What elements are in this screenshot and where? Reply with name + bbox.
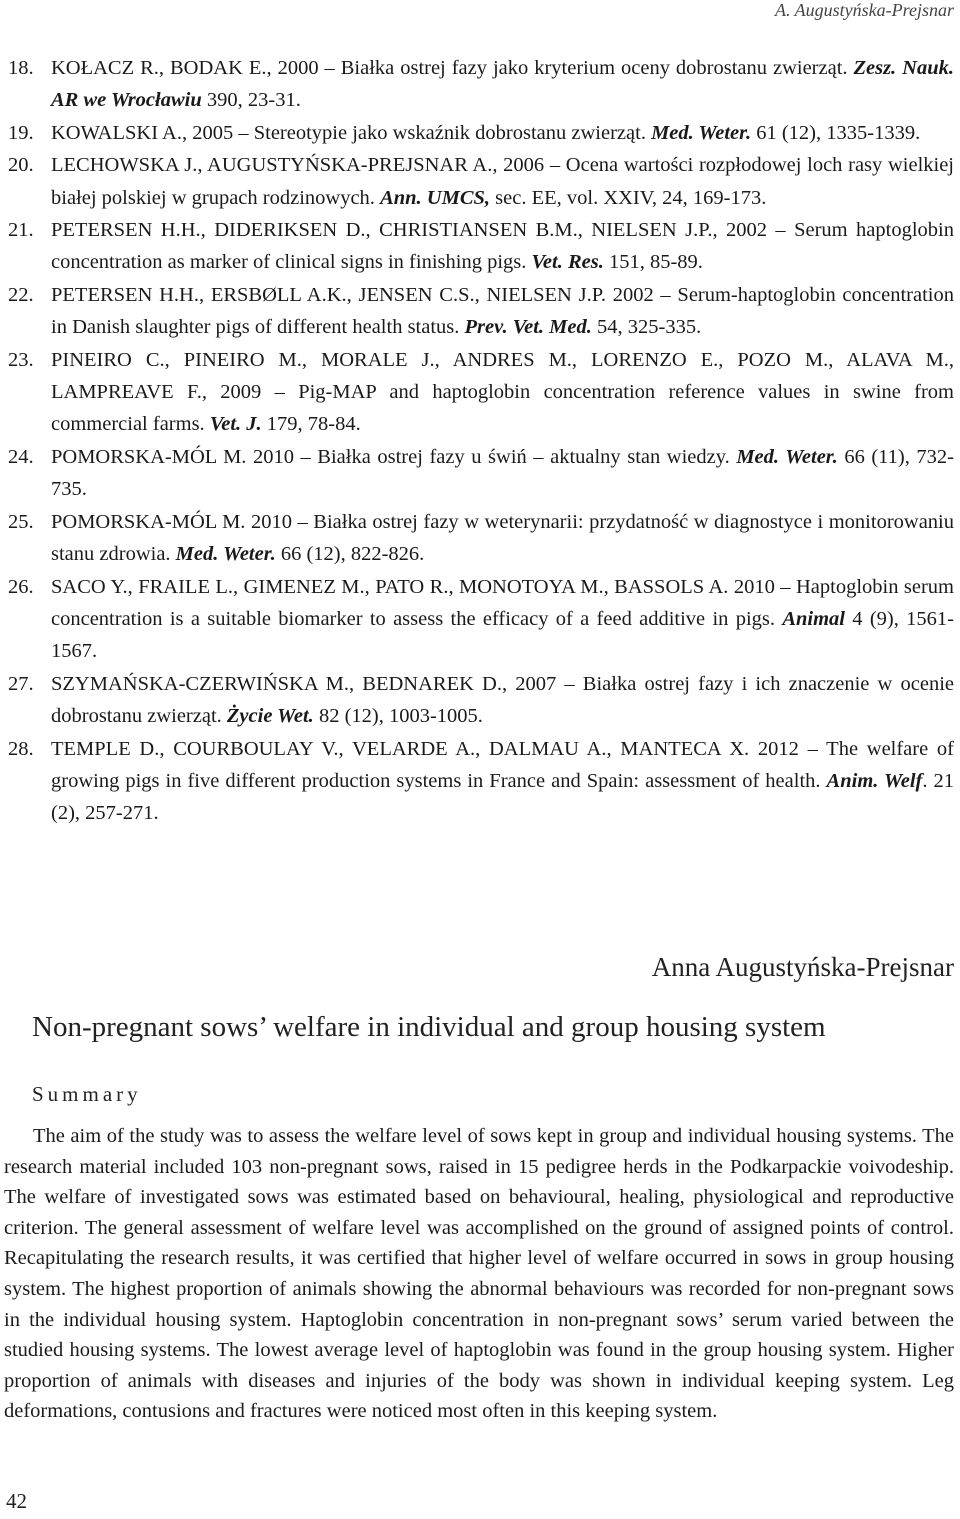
reference-text-part: POMORSKA-MÓL M. 2010 – Białka ostrej fazy u świń – aktualny stan wiedzy. — [51, 445, 737, 468]
reference-number: 21. — [8, 219, 34, 242]
reference-text — [51, 441, 954, 506]
journal-name: Anim. Welf — [826, 769, 923, 792]
journal-name: Prev. Vet. Med. — [464, 316, 592, 339]
reference-text-part: PETERSEN H.H., ERSBØLL A.K., JENSEN C.S., NIELSEN J.P. 2002 – Serum-haptoglobin concentration in Danish slaughter pigs of different health status. — [51, 283, 954, 339]
article-title: Non-pregnant sows’ welfare in individual and group housing system — [32, 1011, 826, 1043]
reference-text — [51, 214, 954, 279]
reference-text-part: PETERSEN H.H., DIDERIKSEN D., CHRISTIANSEN B.M., NIELSEN J.P., 2002 – Serum haptoglobin concentration as marker of clinical signs in finishing pigs. — [51, 219, 954, 274]
reference-item — [8, 117, 954, 149]
reference-text — [51, 733, 954, 830]
summary-heading: Summary — [32, 1082, 142, 1106]
reference-text-part: SZYMAŃSKA-CZERWIŃSKA M., BEDNAREK D., 2007 – Białka ostrej fazy i ich znaczenie w ocenie dobrostanu zwierząt. — [51, 672, 954, 728]
reference-text-part: sec. EE, vol. XXIV, 24, 169-173. — [490, 186, 767, 209]
reference-text-part: 54, 325-335. — [591, 316, 702, 339]
reference-number: 22. — [8, 283, 34, 306]
reference-item — [8, 344, 954, 441]
reference-item — [8, 279, 954, 344]
reference-text — [51, 571, 954, 668]
reference-text — [51, 149, 954, 214]
reference-text-part: . 21 (2), 257-271. — [51, 769, 954, 825]
reference-text-part: 66 (11), 732-735. — [51, 445, 954, 501]
journal-name: Zesz. Nauk. AR we Wrocławiu — [51, 57, 954, 112]
reference-text — [51, 668, 954, 733]
reference-text-part: POMORSKA-MÓL M. 2010 – Białka ostrej fazy w weterynarii: przydatność w diagnostyce i monitorowaniu stanu zdrowia. — [51, 510, 954, 566]
reference-text — [51, 52, 954, 117]
reference-text-part: KOWALSKI A., 2005 – Stereotypie jako wskaźnik dobrostanu zwierząt. — [51, 121, 652, 144]
reference-number: 18. — [8, 57, 34, 79]
reference-item — [8, 668, 954, 733]
reference-number: 27. — [8, 672, 34, 695]
reference-text — [51, 506, 954, 571]
reference-text-part: SACO Y., FRAILE L., GIMENEZ M., PATO R., MONOTOYA M., BASSOLS A. 2010 – Haptoglobin serum concentration is a suitable biomarker to assess the efficacy of a feed additive in pigs. — [51, 575, 954, 630]
reference-text-part: 4 (9), 1561-1567. — [51, 607, 954, 663]
reference-text-part: 390, 23-31. — [201, 89, 301, 112]
reference-text-part: 179, 78-84. — [261, 413, 361, 436]
journal-name: Ann. UMCS, — [380, 186, 491, 209]
journal-name: Med. Weter. — [651, 121, 752, 144]
reference-text — [51, 117, 954, 149]
reference-number: 24. — [8, 445, 34, 468]
reference-number: 20. — [8, 154, 34, 177]
reference-text-part: 66 (12), 822-826. — [275, 543, 425, 566]
summary-body: The aim of the study was to assess the welfare level of sows kept in group and individual housing systems. The research material included 103 non-pregnant sows, raised in 15 pedigree herds in the Podkarpackie voivodeship. The welfare of investigated sows was estimated based on behavioural, healing, physiological and reproductive criterion. The general assessment of welfare level was accomplished on the ground of assigned points of control. Recapitulating the research results, it was certified that higher level of welfare occurred in sows in group housing system. The highest proportion of animals showing the abnormal behaviours was recorded for non-pregnant sows in the individual housing system. Haptoglobin concentration in non-pregnant sows’ serum varied between the studied housing systems. The lowest average level of haptoglobin was found in the group housing system. Higher proportion of animals with diseases and injuries of the body was shown in individual keeping system. Leg deformations, contusions and fractures were noticed most often in this keeping system. — [4, 1125, 954, 1423]
reference-text — [51, 279, 954, 344]
reference-text-part: PINEIRO C., PINEIRO M., MORALE J., ANDRES M., LORENZO E., POZO M., ALAVA M., LAMPREAVE F., 2009 – Pig-MAP and haptoglobin concentration reference values in swine from commercial farms. — [51, 348, 954, 436]
reference-item — [8, 52, 954, 117]
reference-list — [8, 52, 954, 830]
journal-name: Vet. J. — [209, 413, 262, 436]
reference-item — [8, 149, 954, 214]
reference-item — [8, 441, 954, 506]
reference-item — [8, 571, 954, 668]
journal-name: Med. Weter. — [736, 445, 838, 468]
reference-text-part: KOŁACZ R., BODAK E., 2000 – Białka ostrej fazy jako kryterium oceny dobrostanu zwierząt. — [51, 57, 854, 79]
journal-name: Med. Weter. — [175, 543, 276, 566]
author-name: Anna Augustyńska-Prejsnar — [651, 952, 954, 982]
reference-item — [8, 214, 954, 279]
reference-number: 25. — [8, 510, 34, 533]
reference-text-part: 82 (12), 1003-1005. — [313, 705, 483, 728]
reference-text-part: 151, 85-89. — [603, 251, 703, 274]
reference-item — [8, 506, 954, 571]
page-number: 42 — [6, 1489, 27, 1513]
reference-text-part: TEMPLE D., COURBOULAY V., VELARDE A., DALMAU A., MANTECA X. 2012 – The welfare of growing pigs in five different production systems in France and Spain: assessment of health. — [51, 737, 954, 792]
reference-number: 26. — [8, 575, 34, 598]
journal-name: Życie Wet. — [226, 705, 314, 728]
reference-number: 28. — [8, 737, 34, 760]
reference-item — [8, 733, 954, 830]
reference-number: 23. — [8, 348, 34, 371]
reference-text-part: LECHOWSKA J., AUGUSTYŃSKA-PREJSNAR A., 2006 – Ocena wartości rozpłodowej loch rasy wielkiej białej polskiej w grupach rodzinowych. — [51, 154, 954, 209]
journal-name: Vet. Res. — [531, 251, 604, 274]
reference-text-part: 61 (12), 1335-1339. — [751, 121, 921, 144]
reference-number: 19. — [8, 121, 34, 144]
reference-text — [51, 344, 954, 441]
running-head: A. Augustyńska-Prejsnar — [775, 0, 954, 20]
journal-name: Animal — [782, 607, 845, 630]
